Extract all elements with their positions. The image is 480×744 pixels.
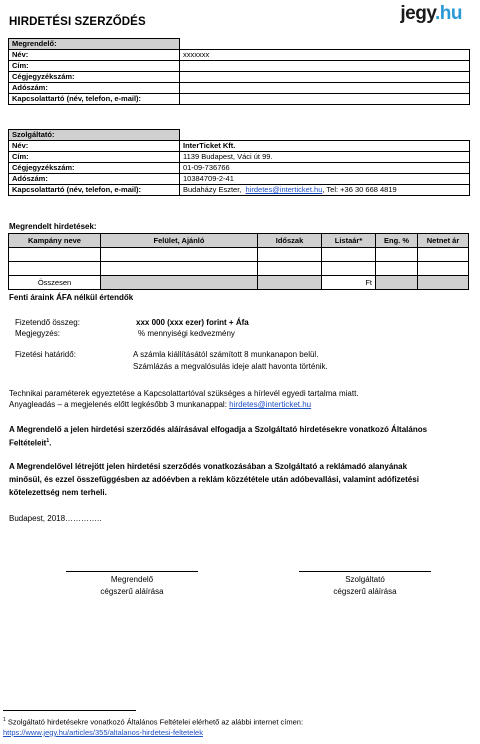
customer-contact-label: Kapcsolattartó (név, telefon, e-mail): <box>9 94 180 105</box>
deadline-line2: Számlázás a megvalósulás ideje alatt havonta történik. <box>133 362 328 371</box>
provider-address-value: 1139 Budapest, Váci út 99. <box>180 152 470 163</box>
provider-contact-value <box>180 185 470 196</box>
provider-signature-line <box>299 571 431 572</box>
note-value: % mennyiségi kedvezmény <box>138 329 235 338</box>
deadline-label: Fizetési határidő: <box>15 350 76 359</box>
technical-line1: Technikai paraméterek egyeztetése a Kapcsolattartóval szükséges a hírlevél egyedi tartalma miatt. <box>9 389 359 398</box>
clause1-line1: A Megrendelő a jelen hirdetési szerződés aláírásával elfogadja a Szolgáltató hirdetésekre vonatkozó Általános <box>9 425 428 434</box>
clause2-line1: A Megrendelővel létrejött jelen hirdetési szerződés vonatkozásában a Szolgáltató a reklámadó alanyának <box>9 462 408 471</box>
place-date: Budapest, 2018………….. <box>9 514 102 523</box>
amount-label: Fizetendő összeg: <box>15 318 80 327</box>
ads-table <box>8 233 469 290</box>
provider-taxno-label: Adószám: <box>9 174 180 185</box>
provider-regno-label: Cégjegyzékszám: <box>9 163 180 174</box>
total-row <box>9 276 469 290</box>
customer-name-value[interactable]: xxxxxxx <box>180 50 470 61</box>
footnote-separator <box>3 710 136 711</box>
provider-name-value: InterTicket Kft. <box>180 141 470 152</box>
customer-taxno-value[interactable] <box>180 83 470 94</box>
customer-signature-caption: Megrendelő cégszerű aláírása <box>100 575 164 596</box>
customer-name-label: Név: <box>9 50 180 61</box>
delivery-email-link[interactable]: hirdetes@interticket.hu <box>229 400 312 409</box>
provider-name-label: Név: <box>9 141 180 152</box>
ads-heading: Megrendelt hirdetések: <box>9 222 97 231</box>
col-listprice: Listaár* <box>322 234 376 248</box>
deadline-line1: A számla kiállításától számított 8 munkanapon belül. <box>133 350 319 359</box>
note-label: Megjegyzés: <box>15 329 60 338</box>
customer-regno-value[interactable] <box>180 72 470 83</box>
provider-regno-value: 01-09-736766 <box>180 163 470 174</box>
provider-header: Szolgáltató: <box>9 130 180 141</box>
col-surface: Felület, Ajánló <box>101 234 258 248</box>
amount-value: xxx 000 (xxx ezer) forint + Áfa <box>136 318 249 327</box>
clause2-line3: kötelezettség nem terheli. <box>9 488 107 497</box>
technical-line2: Anyagleadás – a megjelenés előtt legkésőbb 3 munkanappal: hirdetes@interticket.hu <box>9 400 312 409</box>
clause1-line2: Feltételeit$^1$. <box>9 438 52 448</box>
customer-header: Megrendelő: <box>9 39 180 50</box>
col-discount: Eng. % <box>376 234 418 248</box>
provider-signature-caption: Szolgáltató cégszerű aláírása <box>333 575 397 596</box>
col-netprice: Netnet ár <box>418 234 469 248</box>
provider-email-link[interactable]: hirdetes@interticket.hu <box>245 185 323 194</box>
provider-contact-phone: , Tel: +36 30 668 4819 <box>322 185 397 194</box>
provider-table <box>8 129 470 196</box>
customer-taxno-label: Adószám: <box>9 83 180 94</box>
footnote-text: $^1$ Szolgáltató hirdetésekre vonatkozó Általános Feltételei elérhető az alábbi internet címen: <box>3 717 304 727</box>
footnote-url-link[interactable]: https://www.jegy.hu/articles/355/altalanos-hirdetesi-feltetelek <box>3 728 203 737</box>
total-currency: Ft <box>322 276 376 290</box>
total-label: Összesen <box>9 276 101 290</box>
customer-table <box>8 38 470 105</box>
col-period: Időszak <box>258 234 322 248</box>
vat-note: Fenti áraink ÁFA nélkül értendők <box>9 293 134 302</box>
document-title: HIRDETÉSI SZERZŐDÉS <box>9 16 146 28</box>
provider-address-label: Cím: <box>9 152 180 163</box>
provider-contact-label: Kapcsolattartó (név, telefon, e-mail): <box>9 185 180 196</box>
table-row[interactable] <box>9 262 469 276</box>
table-row[interactable] <box>9 248 469 262</box>
provider-contact-name: Budaházy Eszter, <box>183 185 242 194</box>
customer-regno-label: Cégjegyzékszám: <box>9 72 180 83</box>
customer-contact-value[interactable] <box>180 94 470 105</box>
clause2-line2: minősül, és ezzel összefüggésben az adóévben a reklám közzététele után adóbevallási, valamint adófizetési <box>9 475 419 484</box>
customer-signature-line <box>66 571 198 572</box>
customer-address-value[interactable] <box>180 61 470 72</box>
jegy-hu-logo: jegy.hu <box>400 3 462 24</box>
customer-address-label: Cím: <box>9 61 180 72</box>
col-campaign: Kampány neve <box>9 234 101 248</box>
provider-taxno-value: 10384709-2-41 <box>180 174 470 185</box>
